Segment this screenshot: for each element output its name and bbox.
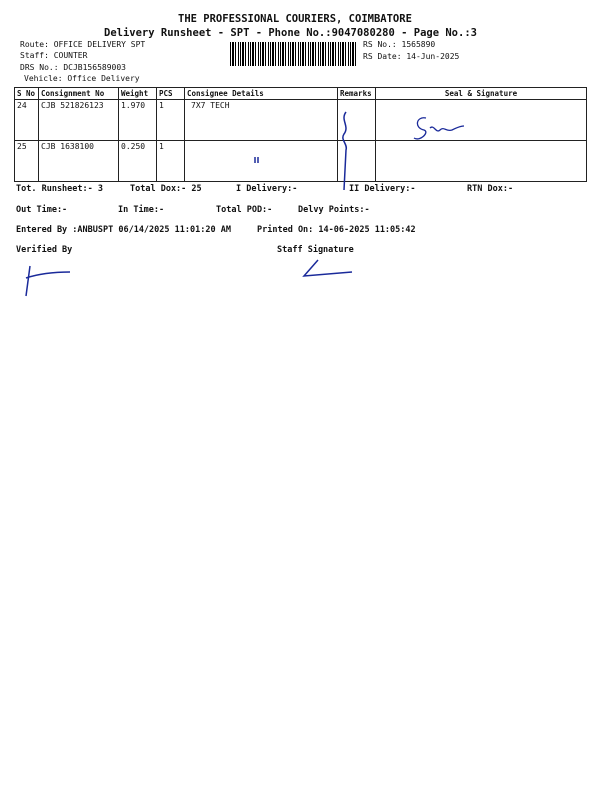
cell-seal xyxy=(376,141,587,182)
cell-pcs: 1 xyxy=(157,141,185,182)
ink-dot-mark xyxy=(253,155,261,165)
route-text: Route: OFFICE DELIVERY SPT xyxy=(20,40,146,49)
company-title: THE PROFESSIONAL COURIERS, COIMBATORE xyxy=(178,13,412,25)
header-consignment: Consignment No xyxy=(39,88,119,100)
rtn-dox: RTN Dox:- xyxy=(467,184,514,194)
cell-seal xyxy=(376,100,587,141)
total-pod: Total POD:- xyxy=(216,205,273,215)
cell-consignee xyxy=(185,141,338,182)
entered-by: Entered By :ANBUSPT 06/14/2025 11:01:20 AM xyxy=(16,225,231,235)
header-consignee: Consignee Details xyxy=(185,88,338,100)
runsheet-table xyxy=(14,87,587,182)
rs-number: RS No.: 1565890 xyxy=(363,40,436,49)
header-seal-signature: Seal & Signature xyxy=(376,88,587,100)
i-delivery: I Delivery:- xyxy=(236,184,298,194)
printed-on: Printed On: 14-06-2025 11:05:42 xyxy=(257,225,416,235)
drs-number: DRS No.: DCJB156589003 xyxy=(20,63,126,72)
header-sno: S No xyxy=(15,88,39,100)
table-row xyxy=(15,100,587,141)
cell-consignment: CJB 521826123 xyxy=(39,100,119,141)
delvy-points: Delvy Points:- xyxy=(298,205,370,215)
header-pcs: PCS xyxy=(157,88,185,100)
in-time: In Time:- xyxy=(118,205,165,215)
cell-consignee: 7X7 TECH xyxy=(185,100,338,141)
ii-delivery: II Delivery:- xyxy=(349,184,416,194)
table-header-row xyxy=(15,88,587,100)
verifier-signature xyxy=(20,262,80,300)
staff-text: Staff: COUNTER xyxy=(20,51,88,60)
vehicle-text: Vehicle: Office Delivery xyxy=(24,74,140,83)
header-remarks: Remarks xyxy=(338,88,376,100)
staff-signature-mark xyxy=(300,258,360,282)
total-dox: Total Dox:- 25 xyxy=(130,184,202,194)
out-time: Out Time:- xyxy=(16,205,68,215)
staff-signature-label: Staff Signature xyxy=(277,245,354,255)
delivery-signature xyxy=(410,114,470,146)
cell-weight: 0.250 xyxy=(119,141,157,182)
header-weight: Weight xyxy=(119,88,157,100)
runsheet-subtitle: Delivery Runsheet - SPT - Phone No.:9047080280 - Page No.:3 xyxy=(104,27,477,39)
cell-sno: 24 xyxy=(15,100,39,141)
total-runsheet: Tot. Runsheet:- 3 xyxy=(16,184,103,194)
remarks-bracket-mark xyxy=(336,110,356,192)
cell-pcs: 1 xyxy=(157,100,185,141)
barcode-image xyxy=(230,42,358,66)
cell-weight: 1.970 xyxy=(119,100,157,141)
table-row xyxy=(15,141,587,182)
cell-sno: 25 xyxy=(15,141,39,182)
verified-by-label: Verified By xyxy=(16,245,73,255)
cell-consignment: CJB 1638100 xyxy=(39,141,119,182)
rs-date: RS Date: 14-Jun-2025 xyxy=(363,52,460,61)
